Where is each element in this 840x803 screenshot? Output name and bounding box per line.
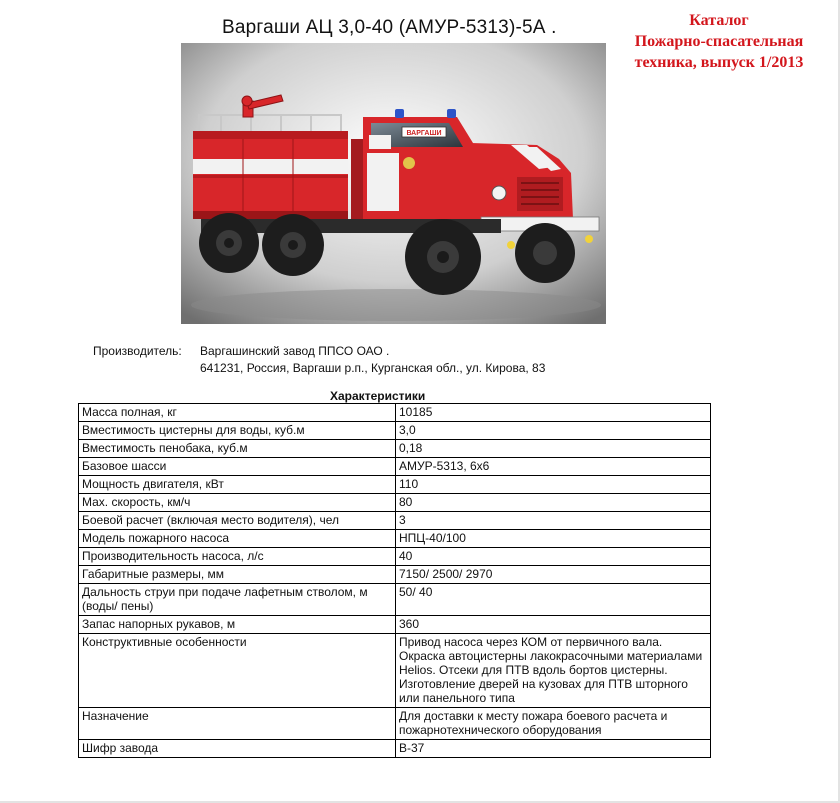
spec-value: Привод насоса через КОМ от первичного вала. Окраска автоцистерны лакокрасочными материалами Helios. Отсеки для ПТВ вдоль бортов цистерны. Изготовление дверей на кузовах для ПТВ шторного или панельного типа	[396, 634, 711, 708]
manufacturer-line	[93, 343, 545, 360]
specs-heading: Характеристики	[330, 389, 426, 403]
spec-value: 7150/ 2500/ 2970	[396, 566, 711, 584]
spec-row	[79, 458, 711, 476]
spec-row	[79, 566, 711, 584]
spec-value: АМУР-5313, 6х6	[396, 458, 711, 476]
spec-row	[79, 422, 711, 440]
spec-key: Назначение	[79, 708, 396, 740]
spec-value: 3	[396, 512, 711, 530]
spec-value: 80	[396, 494, 711, 512]
fire-truck-illustration	[181, 43, 606, 324]
ground-shadow	[191, 289, 601, 321]
spec-row	[79, 440, 711, 458]
headlight-icon	[492, 186, 506, 200]
pump-compartment	[351, 139, 365, 219]
document-title: Варгаши АЦ 3,0-40 (АМУР-5313)-5А .	[222, 17, 557, 38]
specs-table-body	[79, 404, 711, 758]
spec-key: Производительность насоса, л/с	[79, 548, 396, 566]
spec-value: 360	[396, 616, 711, 634]
spec-row	[79, 616, 711, 634]
spec-key: Конструктивные особенности	[79, 634, 396, 708]
catalog-line-2: Пожарно-спасательная	[634, 33, 804, 50]
spec-key: Вместимость цистерны для воды, куб.м	[79, 422, 396, 440]
cab-plate-text: ВАРГАШИ	[406, 130, 442, 137]
spec-value: 110	[396, 476, 711, 494]
fog-light-left-icon	[507, 241, 515, 249]
spec-key: Мощность двигателя, кВт	[79, 476, 396, 494]
spec-key: Масса полная, кг	[79, 404, 396, 422]
spec-row	[79, 548, 711, 566]
catalog-line-3: техника, выпуск 1/2013	[634, 54, 804, 71]
cab	[363, 117, 473, 223]
spec-row	[79, 512, 711, 530]
fog-light-right-icon	[585, 235, 593, 243]
spec-row	[79, 530, 711, 548]
manufacturer-label: Производитель:	[93, 344, 182, 358]
beacon-left-icon	[395, 109, 404, 118]
manufacturer-address: 641231, Россия, Варгаши р.п., Курганская обл., ул. Кирова, 83	[200, 361, 546, 375]
spec-value: 10185	[396, 404, 711, 422]
spec-key: Боевой расчет (включая место водителя), чел	[79, 512, 396, 530]
spec-key: Дальность струи при подаче лафетным стволом, м (воды/ пены)	[79, 584, 396, 616]
beacon-right-icon	[447, 109, 456, 118]
spec-key: Мах. скорость, км/ч	[79, 494, 396, 512]
spec-key: Модель пожарного насоса	[79, 530, 396, 548]
spec-value: 50/ 40	[396, 584, 711, 616]
spec-key: Базовое шасси	[79, 458, 396, 476]
manufacturer-name: Варгашинский завод ППСО ОАО .	[200, 344, 390, 358]
spec-key: Вместимость пенобака, куб.м	[79, 440, 396, 458]
spec-row	[79, 494, 711, 512]
spec-value: НПЦ-40/100	[396, 530, 711, 548]
spec-value: 0,18	[396, 440, 711, 458]
spec-row	[79, 740, 711, 758]
spec-key: Габаритные размеры, мм	[79, 566, 396, 584]
catalog-line-1: Каталог	[689, 12, 749, 29]
spec-row	[79, 584, 711, 616]
spec-row	[79, 634, 711, 708]
spec-key: Шифр завода	[79, 740, 396, 758]
fire-truck-photo	[181, 43, 606, 324]
spec-row	[79, 708, 711, 740]
emblem-icon	[403, 157, 415, 169]
specs-table	[78, 403, 711, 758]
spec-value: 40	[396, 548, 711, 566]
spec-key: Запас напорных рукавов, м	[79, 616, 396, 634]
spec-row	[79, 476, 711, 494]
tank-body	[193, 131, 348, 219]
manufacturer-block	[93, 343, 545, 377]
spec-value: 3,0	[396, 422, 711, 440]
spec-value: Для доставки к месту пожара боевого расчета и пожарнотехнического оборудования	[396, 708, 711, 740]
catalog-caption	[604, 10, 834, 73]
spec-row	[79, 404, 711, 422]
spec-value: В-37	[396, 740, 711, 758]
